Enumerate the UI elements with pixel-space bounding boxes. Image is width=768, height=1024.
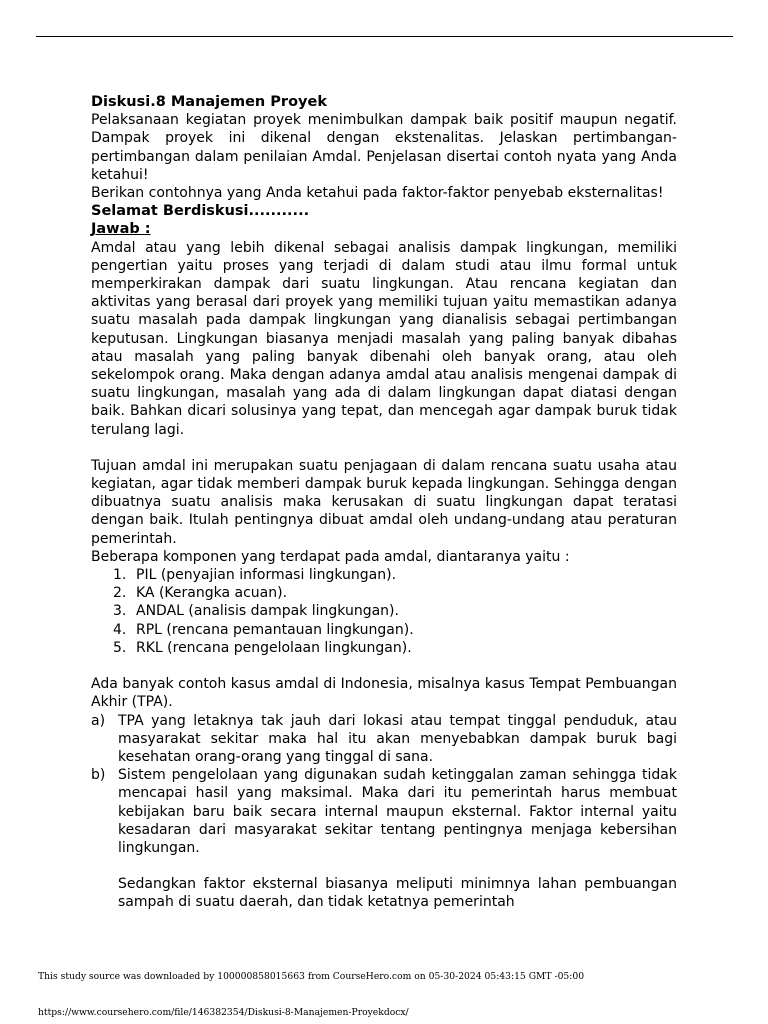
list-item — [91, 621, 677, 639]
list-item — [91, 639, 677, 657]
components-list — [91, 566, 677, 657]
list-item — [91, 712, 677, 767]
list-item — [91, 566, 677, 584]
list-item — [91, 584, 677, 602]
list-number: 4. — [113, 621, 127, 638]
examples-list — [91, 712, 677, 858]
answer-label: Jawab : — [91, 221, 151, 238]
question-paragraph: Berikan contohnya yang Anda ketahui pada faktor-faktor penyebab eksternalitas! — [91, 185, 664, 202]
list-letter: a) — [91, 712, 106, 729]
list-text: KA (Kerangka acuan). — [136, 585, 288, 602]
document-body — [91, 93, 677, 912]
paragraph-gap — [91, 657, 677, 675]
answer-paragraph: Amdal atau yang lebih dikenal sebagai analisis dampak lingkungan, memiliki pengertian yaitu proses yang terjadi di dalam studi atau ilmu formal untuk memperkirakan dampak dari suatu lingkungan. Atau rencana kegiatan dan aktivitas yang berasal dari proyek yang memiliki tujuan yaitu memastikan adanya suatu masalah pada dampak lingkungan yang dianalisis sebagai pertimbangan keputusan. Lingkungan biasanya menjadi masalah yang paling banyak dibahas atau masalah yang paling banyak dibenahi oleh banyak orang, atau oleh sekelompok orang. Maka dengan adanya amdal atau analisis mengenai dampak di suatu lingkungan, masalah yang ada di dalam lingkungan dapat diatasi dengan baik. Bahkan dicari solusinya yang tepat, dan mencegah agar dampak buruk tidak terulang lagi. — [91, 239, 677, 438]
list-item — [91, 602, 677, 620]
list-number: 1. — [113, 567, 127, 584]
list-text: TPA yang letaknya tak jauh dari lokasi atau tempat tinggal penduduk, atau masyarakat sekitar maka hal itu akan menyebabkan dampak buruk bagi kesehatan orang-orang yang tinggal di sana. — [118, 712, 677, 765]
top-rule — [36, 36, 733, 37]
list-item — [91, 766, 677, 857]
paragraph-gap — [91, 857, 677, 875]
list-number: 3. — [113, 603, 127, 620]
list-text: ANDAL (analisis dampak lingkungan). — [136, 603, 399, 620]
list-text: Sistem pengelolaan yang digunakan sudah ketinggalan zaman sehingga tidak mencapai hasil yang maksimal. Maka dari itu pemerintah harus membuat kebijakan baru baik secara internal maupun eksternal. Faktor internal yaitu kesadaran dari masyarakat sekitar tentang pentingnya menjaga kebersihan lingkungan. — [118, 767, 677, 856]
closing-line: Selamat Berdiskusi........... — [91, 203, 310, 220]
list-number: 2. — [113, 585, 127, 602]
download-source-note: This study source was downloaded by 100000858015663 from CourseHero.com on 05-30-2024 05:43:15 GMT -05:00 — [38, 971, 585, 982]
external-paragraph: Sedangkan faktor eksternal biasanya meliputi minimnya lahan pembuangan sampah di suatu daerah, dan tidak ketatnya pemerintah — [118, 876, 677, 911]
paragraph-gap — [91, 439, 677, 457]
list-text: RKL (rencana pengelolaan lingkungan). — [136, 639, 412, 656]
components-intro: Beberapa komponen yang terdapat pada amdal, diantaranya yaitu : — [91, 548, 570, 565]
answer-paragraph: Tujuan amdal ini merupakan suatu penjagaan di dalam rencana suatu usaha atau kegiatan, agar tidak memberi dampak buruk kepada lingkungan. Sehingga dengan dibuatnya suatu analisis maka kerusakan di suatu lingkungan dapat teratasi dengan baik. Itulah pentingnya dibuat amdal oleh undang-undang atau peraturan pemerintah. — [91, 457, 677, 547]
list-text: PIL (penyajian informasi lingkungan). — [136, 567, 397, 584]
list-number: 5. — [113, 639, 127, 656]
example-intro: Ada banyak contoh kasus amdal di Indonesia, misalnya kasus Tempat Pembuangan Akhir (TPA). — [91, 676, 677, 711]
question-paragraph: Pelaksanaan kegiatan proyek menimbulkan dampak baik positif maupun negatif. Dampak proyek ini dikenal dengan ekstenalitas. Jelaskan pertimbangan- pertimbangan dalam penilaian Amdal. Penjelasan disertai contoh nyata yang Anda ketahui! — [91, 112, 677, 183]
document-title: Diskusi.8 Manajemen Proyek — [91, 94, 327, 110]
source-url: https://www.coursehero.com/file/146382354/Diskusi-8-Manajemen-Proyekdocx/ — [38, 1007, 409, 1018]
list-letter: b) — [91, 767, 106, 784]
list-text: RPL (rencana pemantauan lingkungan). — [136, 621, 414, 638]
